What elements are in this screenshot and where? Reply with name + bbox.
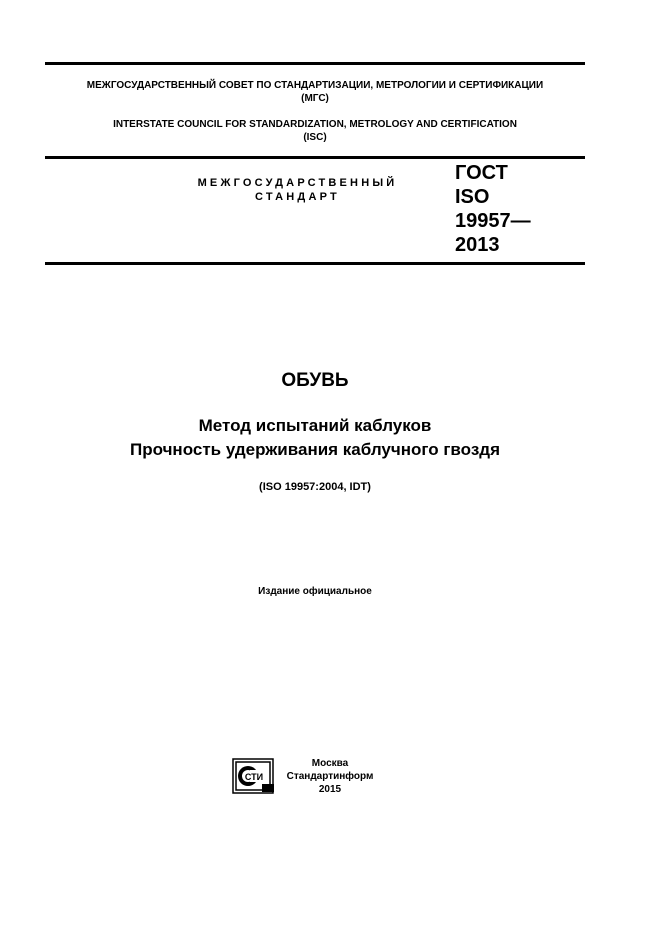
document-title: ОБУВЬ (281, 370, 349, 391)
edition-note: Издание официальное (258, 586, 372, 597)
bottom-rule (45, 262, 585, 265)
top-rule (45, 62, 585, 65)
gost-designation (455, 161, 531, 257)
council-ru-line2: (МГС) (301, 93, 329, 104)
gost-line2: ISO (455, 186, 490, 208)
publisher-city: Москва (311, 758, 349, 769)
council-en-line2: (ISC) (303, 132, 327, 143)
standard-type-line2: СТАНДАРТ (255, 191, 340, 203)
council-en-line1: INTERSTATE COUNCIL FOR STANDARDIZATION, METROLOGY AND CERTIFICATION (113, 119, 517, 130)
logo-lettering: СТИ (244, 772, 264, 782)
document-subtitle (0, 414, 630, 462)
publisher-text (280, 757, 380, 796)
publisher-year: 2015 (318, 784, 342, 795)
standard-type-line1: МЕЖГОСУДАРСТВЕННЫЙ (197, 177, 398, 189)
iso-reference: (ISO 19957:2004, IDT) (259, 481, 371, 493)
council-en (45, 118, 585, 144)
mid-rule (45, 156, 585, 159)
gost-line1: ГОСТ (455, 162, 508, 184)
gost-line3: 19957— (455, 210, 531, 232)
council-ru (45, 79, 585, 105)
council-ru-line1: МЕЖГОСУДАРСТВЕННЫЙ СОВЕТ ПО СТАНДАРТИЗАЦИИ, МЕТРОЛОГИИ И СЕРТИФИКАЦИИ (86, 80, 544, 91)
gost-line4: 2013 (455, 234, 500, 256)
subtitle-line1: Метод испытаний каблуков (198, 416, 432, 435)
standard-type (165, 176, 430, 204)
publisher-name: Стандартинформ (286, 771, 374, 782)
subtitle-line2: Прочность удерживания каблучного гвоздя (130, 440, 500, 459)
publisher-logo (232, 758, 276, 796)
